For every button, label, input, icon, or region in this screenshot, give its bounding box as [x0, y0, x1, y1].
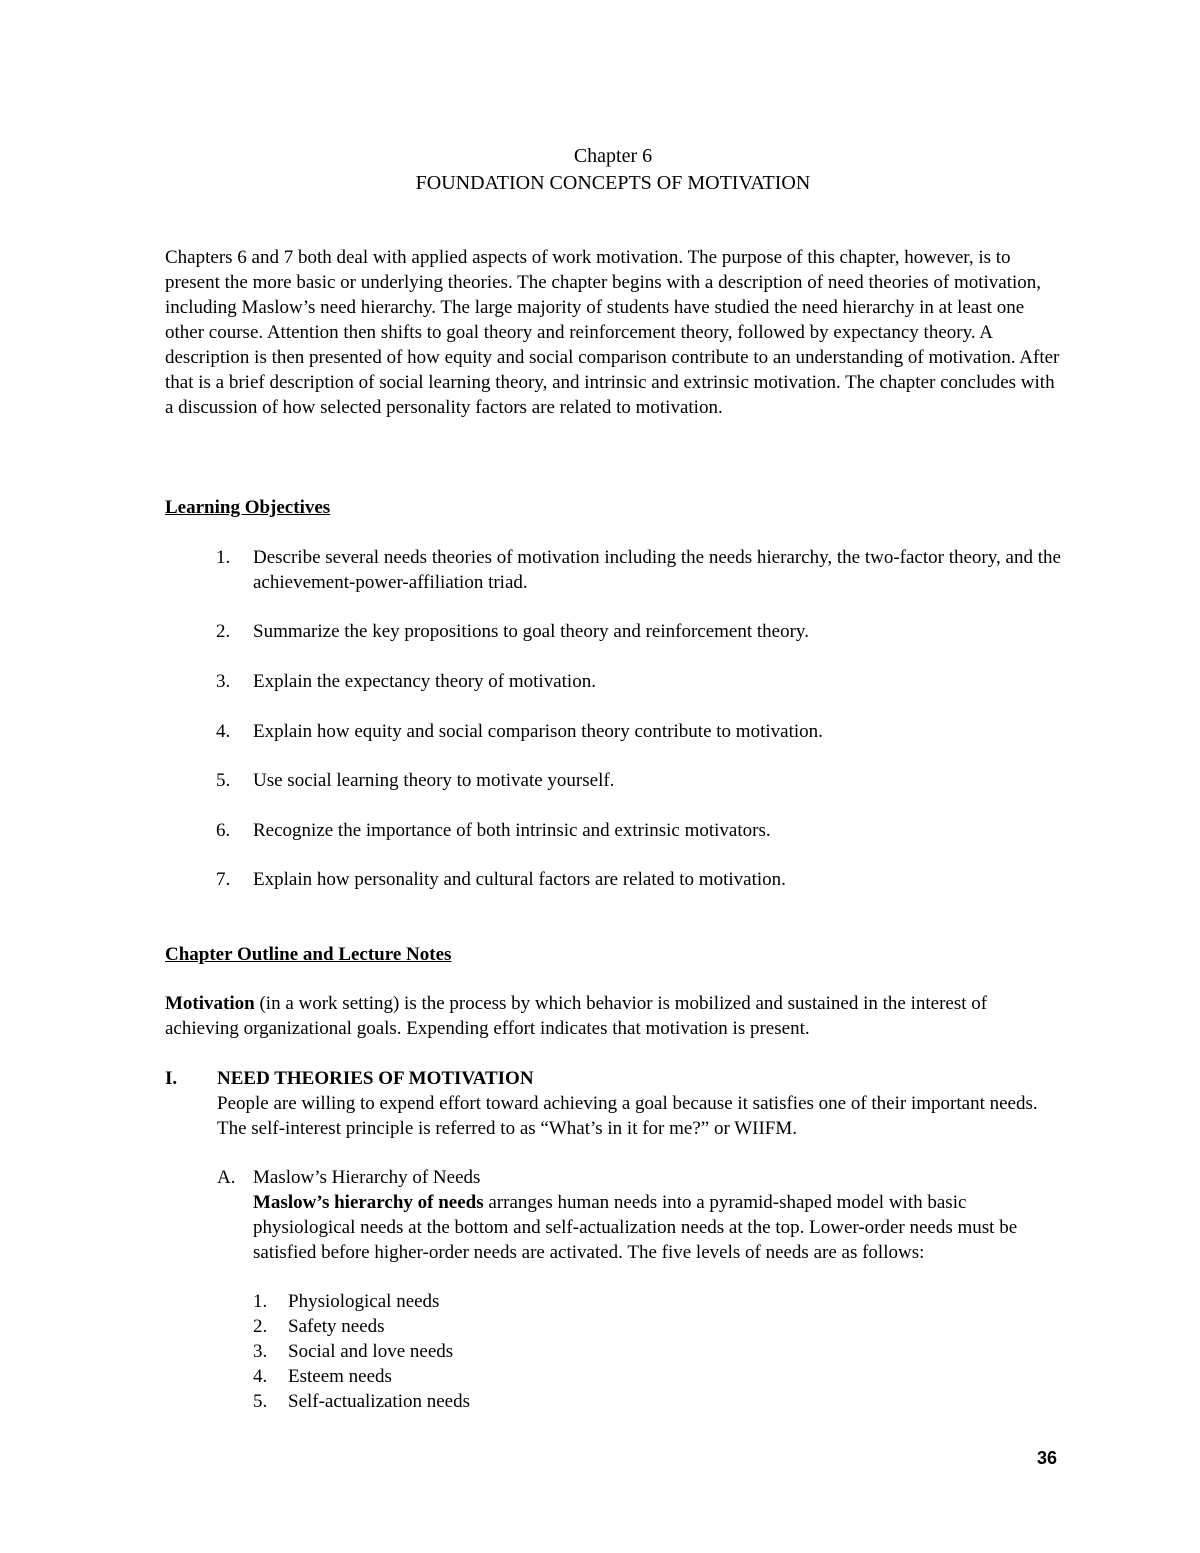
objective-item — [216, 768, 1066, 793]
objective-number: 3. — [216, 671, 231, 692]
objective-text: Summarize the key propositions to goal theory and reinforcement theory. — [253, 621, 809, 642]
needs-list — [253, 1289, 653, 1414]
objective-text: Explain how equity and social comparison theory contribute to motivation. — [253, 721, 823, 742]
objective-item — [216, 619, 1066, 644]
section-title: NEED THEORIES OF MOTIVATION — [217, 1068, 534, 1089]
intro-paragraph: Chapters 6 and 7 both deal with applied aspects of work motivation. The purpose of this chapter, however, is to present the more basic or underlying theories. The chapter begins with a description of need theories of motivation, including Maslow’s need hierarchy. The large majority of students have studied the need hierarchy in at least one other course. Attention then shifts to goal theory and reinforcement theory, followed by expectancy theory. A description is then presented of how equity and social comparison contribute to an understanding of motivation. After that is a brief description of social learning theory, and intrinsic and extrinsic motivation. The chapter concludes with a discussion of how selected personality factors are related to motivation. — [165, 247, 1060, 418]
objective-text: Describe several needs theories of motivation including the needs hierarchy, the two-factor theory, and the achievement-power-affiliation triad. — [253, 547, 1061, 593]
objective-number: 7. — [216, 869, 231, 890]
list-item — [253, 1389, 653, 1414]
objective-number: 4. — [216, 721, 231, 742]
maslow-description: arranges human needs into a pyramid-shaped model with basic physiological needs at the bottom and self-actualization needs at the top. Lower-order needs must be satisfied before higher-order needs are activated. The five levels of needs are as follows: — [253, 1192, 1018, 1263]
page-number: 36 — [1037, 1448, 1058, 1468]
motivation-definition-text: (in a work setting) is the process by which behavior is mobilized and sustained in the interest of achieving organizational goals. Expending effort indicates that motivation is present. — [165, 993, 988, 1039]
need-label: Esteem needs — [288, 1366, 392, 1387]
objective-item — [216, 818, 1066, 843]
objective-number: 2. — [216, 621, 231, 642]
need-number: 2. — [253, 1316, 268, 1337]
list-item — [253, 1364, 653, 1389]
need-label: Physiological needs — [288, 1291, 440, 1312]
motivation-term: Motivation — [165, 993, 255, 1014]
objective-item — [216, 669, 1066, 694]
objective-text: Explain the expectancy theory of motivation. — [253, 671, 596, 692]
objective-number: 1. — [216, 547, 231, 568]
need-label: Self-actualization needs — [288, 1391, 471, 1412]
list-item — [253, 1314, 653, 1339]
motivation-definition — [165, 991, 1065, 1041]
objective-item — [216, 867, 1066, 892]
objective-text: Explain how personality and cultural factors are related to motivation. — [253, 869, 786, 890]
need-label: Safety needs — [288, 1316, 385, 1337]
subsection-text — [253, 1190, 1053, 1265]
chapter-title: FOUNDATION CONCEPTS OF MOTIVATION — [415, 172, 811, 194]
objective-number: 5. — [216, 770, 231, 791]
need-number: 1. — [253, 1291, 268, 1312]
section-text: People are willing to expend effort toward achieving a goal because it satisfies one of their important needs. The self-interest principle is referred to as “What’s in it for me?” or WIIFM. — [217, 1093, 1038, 1139]
subsection-title: Maslow’s Hierarchy of Needs — [253, 1167, 481, 1188]
chapter-number: Chapter 6 — [573, 145, 653, 167]
need-label: Social and love needs — [288, 1341, 454, 1362]
section-need-theories — [217, 1066, 1067, 1141]
objective-item — [216, 719, 1066, 744]
subsection-maslow — [253, 1165, 1053, 1265]
learning-objectives-heading: Learning Objectives — [165, 497, 331, 518]
need-number: 3. — [253, 1341, 268, 1362]
list-item — [253, 1289, 653, 1314]
objective-text: Recognize the importance of both intrinsic and extrinsic motivators. — [253, 820, 771, 841]
need-number: 4. — [253, 1366, 268, 1387]
objective-text: Use social learning theory to motivate yourself. — [253, 770, 615, 791]
objective-item — [216, 545, 1066, 595]
need-number: 5. — [253, 1391, 268, 1412]
subsection-letter: A. — [217, 1167, 236, 1188]
section-number: I. — [165, 1068, 178, 1089]
maslow-term: Maslow’s hierarchy of needs — [253, 1192, 484, 1213]
chapter-outline-heading: Chapter Outline and Lecture Notes — [165, 944, 452, 965]
list-item — [253, 1339, 653, 1364]
objective-number: 6. — [216, 820, 231, 841]
